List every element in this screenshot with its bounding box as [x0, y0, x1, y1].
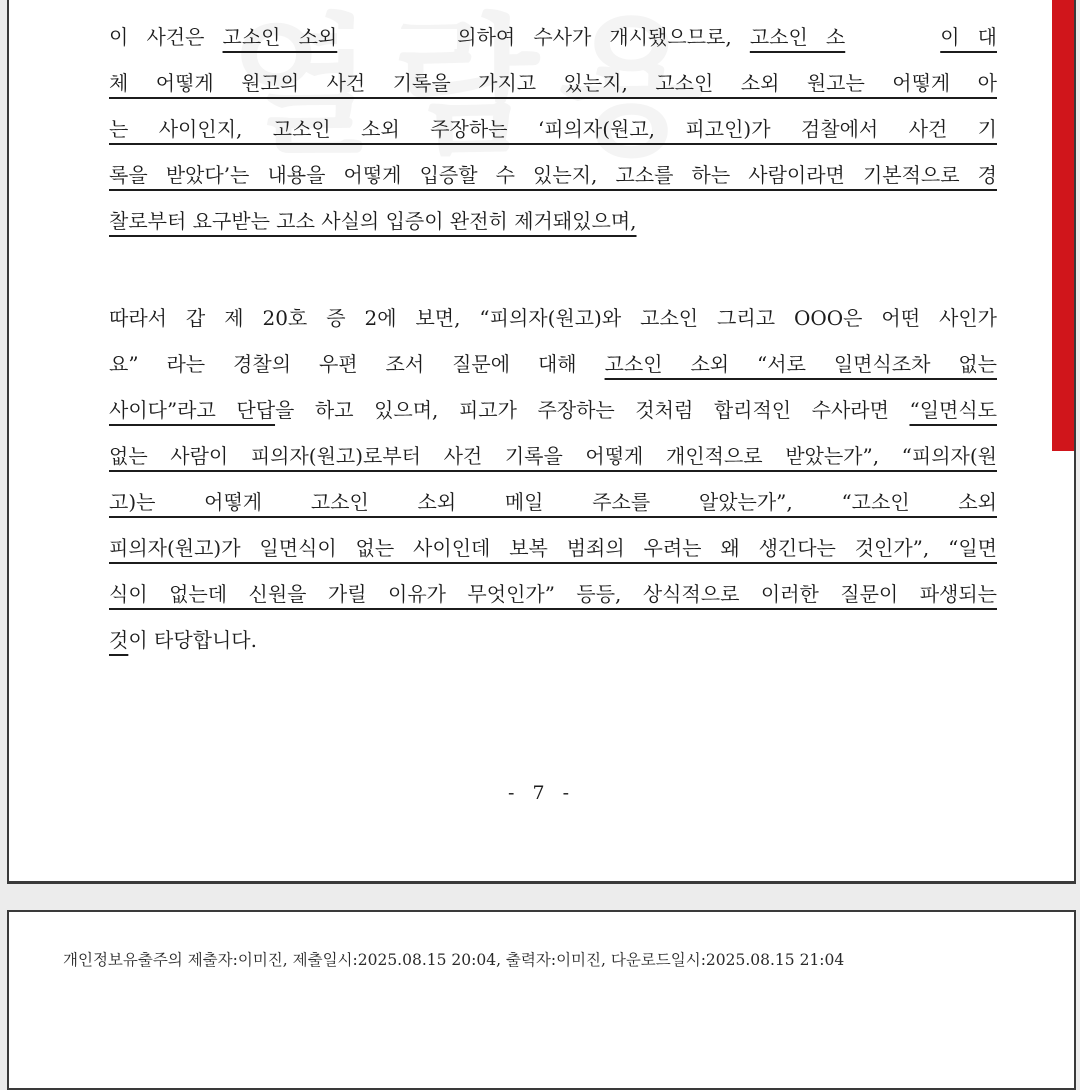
page-number: - 7 -	[507, 782, 575, 804]
paragraph-2	[109, 295, 997, 663]
paragraph-line: 피의자(원고)가 일면식이 없는 사이인데 보복 범죄의 우려는 왜 생긴다는 것인가”, “일면	[109, 536, 997, 560]
paragraph-line: 이 사건은 고소인 소외 의하여 수사가 개시됐으므로, 고소인 소 이 대	[109, 25, 997, 49]
redaction	[337, 29, 457, 49]
paragraph-line: 록을 받았다’는 내용을 어떻게 입증할 수 있는지, 고소를 하는 사람이라면 기본적으로 경	[109, 163, 997, 187]
red-side-tab	[1052, 0, 1076, 451]
document-page	[7, 0, 1076, 884]
footer-info: 개인정보유출주의 제출자:이미진, 제출일시:2025.08.15 20:04, 출력자:이미진, 다운로드일시:2025.08.15 21:04	[63, 951, 845, 969]
paragraph-line: 요” 라는 경찰의 우편 조서 질문에 대해 고소인 소외 “서로 일면식조차 없는	[109, 352, 997, 376]
paragraph-line: 것이 타당합니다.	[109, 628, 257, 652]
footer-panel	[7, 910, 1076, 1090]
paragraph-line: 찰로부터 요구받는 고소 사실의 입증이 완전히 제거돼있으며,	[109, 209, 637, 233]
paragraph-line: 는 사이인지, 고소인 소외 주장하는 ‘피의자(원고, 피고인)가 검찰에서 사건 기	[109, 117, 997, 141]
paragraph-line: 따라서 갑 제 20호 증 2에 보면, “피의자(원고)와 고소인 그리고 OOO은 어떤 사인가	[109, 306, 997, 330]
paragraph-line: 없는 사람이 피의자(원고)로부터 사건 기록을 어떻게 개인적으로 받았는가”, “피의자(원	[109, 444, 997, 468]
paragraph-1	[109, 14, 997, 244]
paragraph-line: 고)는 어떻게 고소인 소외 메일 주소를 알았는가”, “고소인 소외	[109, 490, 997, 514]
paragraph-line: 식이 없는데 신원을 가릴 이유가 무엇인가” 등등, 상식적으로 이러한 질문이 파생되는	[109, 582, 997, 606]
redaction	[845, 29, 940, 49]
paragraph-line: 사이다”라고 단답을 하고 있으며, 피고가 주장하는 것처럼 합리적인 수사라면 “일면식도	[109, 398, 997, 422]
paragraph-line: 체 어떻게 원고의 사건 기록을 가지고 있는지, 고소인 소외 원고는 어떻게 아	[109, 71, 997, 95]
